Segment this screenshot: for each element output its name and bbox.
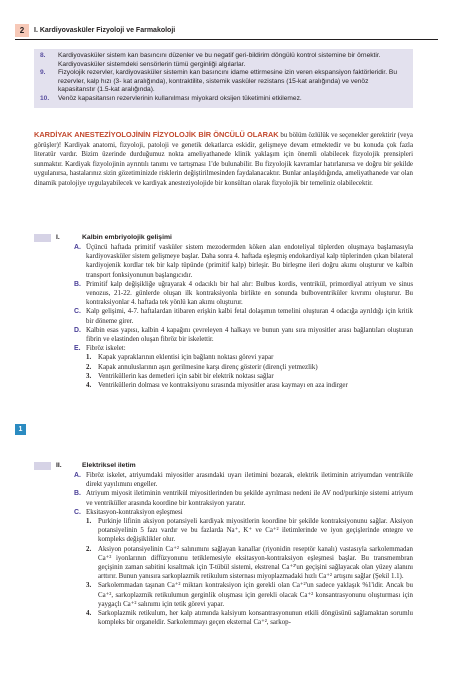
- sub-item-text: Kapak yapraklarının eklentisi için bağlantı noktası görevi yapar: [98, 354, 274, 362]
- item-letter: C.: [74, 308, 81, 316]
- item-text: Fibröz iskelet:: [86, 345, 126, 353]
- sub-item: [86, 372, 413, 381]
- sub-item-text: Purkinje lifinin aksiyon potansiyeli kardiyak miyositlerin koordine bir şekilde kontraksiyonunu sağlar. Aksiyon potansiyelinin 5 fazı vardır ve bu fazlarda Na⁺, K⁺ ve Ca⁺² iletimlerinde ve iyon geçişlerinde entegre ve kompleks değişiklikler olur.: [98, 518, 413, 544]
- item-text: Primitif kalp değişikliğe uğrayarak 4 odacıklı bir hal alır: Bulbus kordis, ventrikül, primordiyal atriyum ve sinus venozus, 21-22. günlerde oluşan ilk kontraksiyonla birlikte en sonunda bulboventriküler kıvrımı oluşturur. Bu kontraksiyonlar 4. haftada tek yönlü kan akımı oluşturur.: [86, 280, 413, 307]
- key-point-number: 8.: [40, 52, 46, 59]
- item-letter: A.: [74, 472, 81, 479]
- sub-item: [86, 545, 413, 582]
- key-point-text: Kardiyovasküler sistem kan basıncını düzenler ve bu negatif geri-bildirim döngülü kontrol sistemine bir örnektir. Kardiyovasküler sistemdeki sensörlerin tümü gerginliği algılarlar.: [58, 52, 381, 68]
- item-letter: E.: [74, 345, 81, 353]
- header-divider: [15, 39, 438, 40]
- sub-item-text: Aksiyon potansiyelinin Ca⁺² salınımını sağlayan kanallar (riyonidin reseptör kanalı) vastasıyla sarkolemmadan Ca⁺² iyonlarının diffüzyonunu tetiklemesiyle eksitasyon-kontraksiyon eşleşmesi başlar. Bu transmembran geçişinin zaman sabitini kısaltmak için T-tübül sistemi, ekstrenal Ca⁺²'un geçişini sağlayacak olan yüzey alanını arttırır. Bunun yanısıra sarkoplazmik retikulum sisternası miyoplazmadaki hızlı Ca⁺² artışını sağlar (Şekil 1.1).: [98, 545, 413, 581]
- list-item: [74, 489, 413, 507]
- sub-item-number: 1.: [86, 354, 92, 362]
- list-item: [74, 326, 413, 344]
- section-items: [74, 243, 413, 390]
- sub-item: [86, 353, 413, 362]
- section-title: Kalbin embriyolojik gelişimi: [82, 234, 172, 241]
- sub-item-number: 2.: [86, 363, 92, 371]
- list-item: [74, 243, 413, 280]
- intro-body: bu bölüm özlülük ve seçenekler gerektirir (veya görüşler)! Kardiyak anatomi, fizyoloji, patoloji ve genetik dekatlarca eskidir, gelişmeye devam etmektedir ve bu konuda çok fazla literatür vardır. Bizim üzerinde durduğumuz nokta ameliyathanede klinik yaklaşım için önemli olabilecek fizyolojik prensipleri sunmaktır. Kardiyak fizyolojinin ayrıntılı tanımı ve tartışması 1'de bulunabilir. Bu fizyolojik kavramlar hatırlanırsa ve doğru bir şekilde uygulanırsa, hastalarınız sizin gözetiminizde risklerin değiştirilmesinden faydalanacaktır. Bunlar anlaşıldığında, ameliyathanede var olan dinamik patolojiye uygulayabilecek ve kardiyak anesteziyolojide bir konsültan olarak fizyolojik bir temeliniz olabilecektir.: [34, 132, 413, 187]
- item-letter: A.: [74, 244, 81, 251]
- sub-item-number: 4.: [86, 382, 92, 390]
- intro-lead: KARDİYAK ANESTEZİYOLOJİNİN FİZYOLOJİK BİR ÖNCÜLÜ OLARAK: [34, 130, 279, 139]
- section-number: II.: [56, 462, 62, 469]
- sub-item-number: 1.: [86, 518, 92, 526]
- section-items: [74, 471, 413, 627]
- section-bar: [34, 462, 51, 470]
- page-number: 2: [15, 24, 29, 37]
- sub-item: [86, 517, 413, 545]
- sub-item-text: Kapak annuluslarının aşırı gerilmesine karşı direnç gösterir (dirençli yetmezlik): [98, 363, 318, 371]
- sub-item-number: 3.: [86, 582, 92, 590]
- page-header: [0, 24, 453, 38]
- key-points-box: [34, 49, 413, 108]
- sub-item: [86, 381, 413, 390]
- key-point: [40, 95, 407, 104]
- section-title: Elektriksel iletim: [82, 462, 136, 469]
- list-item: [74, 508, 413, 517]
- section-heading: [34, 233, 413, 243]
- sub-item-number: 4.: [86, 610, 92, 618]
- item-text: Eksitasyon-kontraksiyon eşleşmesi: [86, 508, 183, 516]
- section-heading: [34, 461, 413, 471]
- section-embryology: [34, 233, 413, 390]
- list-item: [74, 280, 413, 308]
- sub-item-text: Ventriküllerin kas demetleri için sabit bir elektrik noktası sağlar: [98, 372, 274, 380]
- section-number: I.: [56, 234, 60, 241]
- item-letter: D.: [74, 326, 81, 334]
- list-item: [74, 307, 413, 325]
- item-letter: B.: [74, 280, 81, 288]
- sub-item-text: Sarkoplazmik retikulum, her kalp atımında kalsiyum konsantrasyonunun etkili döngüsünü sağlamaktan sorumlu kompleks bir organeldir. Sarkolemmayı geçen eksternal Ca⁺², sarkop-: [98, 610, 413, 627]
- item-text: Kalbin esas yapısı, kalbin 4 kapağını çevreleyen 4 halkayı ve bunun yanı sıra miyositler arası bağlantıları oluşturan fibrin ve elastinden oluşan fibröz bir iskelettir.: [86, 326, 413, 344]
- item-text: Kalp gelişimi, 4-7. haftalardan itibaren erişkin kalbi fetal dolaşımın temelini oluşturan 4 odacığa ayrıldığı için kritik bir döneme girer.: [86, 308, 413, 325]
- sub-item: [86, 609, 413, 627]
- section-bar: [34, 234, 51, 242]
- key-point-text: Venöz kapasitansın rezervlerinin kullanılması miyokard oksijen tüketimini etkilemez.: [58, 94, 302, 102]
- sub-item-text: Sarkolemmadan taşınan Ca⁺² miktarı kontraksiyon için gerekli olan Ca⁺²'un sadece yaklaşık %1'idir. Ancak bu Ca⁺², sarkoplazmik retikulumun gerginlik oluşması için gerekli olacak Ca⁺² konsantrasyonunu oluşturması için yaygaçlı Ca⁺² salınımı için tetik görevi yapar.: [98, 582, 413, 608]
- key-point: [40, 69, 407, 95]
- key-point-number: 9.: [40, 69, 46, 77]
- key-point: [40, 52, 407, 69]
- sub-item-number: 3.: [86, 372, 92, 380]
- item-text: Fibröz iskelet, atriyumdaki miyositler arasındaki uyarı iletimini bozarak, elektrik iletiminin atriyumdan ventriküle direkt yayılımını engeller.: [86, 472, 413, 489]
- sub-item-text: Ventriküllerin dolması ve kontraksiyonu sırasında miyositler arası kaymayı en aza indirger: [98, 382, 348, 390]
- section-conduction: [34, 461, 413, 627]
- list-item: [74, 471, 413, 489]
- sub-item: [86, 363, 413, 372]
- key-point-text: Fizyolojik rezervler, kardiyovasküler sistemin kan basıncını idame ettirmesine izin veren ekspansiyon faktörleridir. Bu rezervler, kalp hızı (3- kat aralığında), kontraktilite, sistemik vasküler rezistans (15-kat aralığında) ve venöz kapasitanstır (1.5-kat aralığında).: [58, 69, 397, 94]
- sub-item: [86, 581, 413, 609]
- list-item: [74, 344, 413, 353]
- intro-paragraph: [34, 130, 413, 189]
- item-letter: C.: [74, 508, 81, 516]
- figure-marker: 1: [15, 424, 26, 435]
- chapter-title: I. Kardiyovasküler Fizyoloji ve Farmakoloji: [34, 27, 176, 34]
- sub-item-number: 2.: [86, 545, 92, 553]
- item-letter: B.: [74, 490, 81, 498]
- key-point-number: 10.: [40, 94, 50, 102]
- item-text: Üçüncü haftada primitif vasküler sistem mezodermden köken alan endoteliyal tüplerden oluşmaya başlamasıyla kardiyovasküler sistem gelişmeye başlar. Daha sonra 4. haftada eşleşmiş endokardiyal kalp tüplerinden çıkan bilateral kardiyojenik kordlar tek bir kalp tüpünde (primitif kalp) birleşir. Bu birleşme ileri doğru akımı oluşturur ve kalbin transport fonksiyonunun başlangıcıdır.: [86, 244, 413, 279]
- item-text: Atriyum miyosit iletiminin ventrikül miyositlerinden bu şekilde ayrılması nedeni ile AV nod/purkinje sistemi atriyum ve ventriküller arasında koordine bir kontraksiyon yaratır.: [86, 490, 413, 507]
